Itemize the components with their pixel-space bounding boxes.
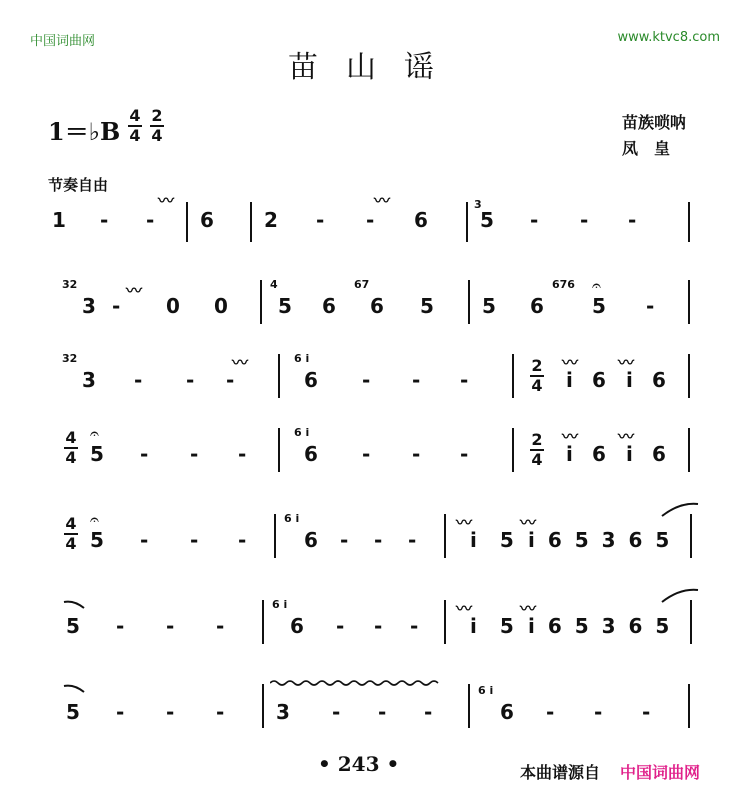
note: - — [226, 368, 235, 392]
note: - — [460, 368, 469, 392]
song-title: 苗山谣 — [288, 50, 462, 85]
note: - — [238, 442, 247, 466]
note: - — [340, 528, 349, 552]
bar-line — [260, 280, 262, 324]
note: 2 — [264, 208, 278, 232]
note: 6 — [652, 442, 666, 466]
slur-mark — [660, 586, 700, 606]
note: i — [626, 442, 633, 466]
score-row-7 — [0, 676, 750, 736]
note: 6 — [200, 208, 214, 232]
grace-note: 32 — [62, 352, 78, 365]
bar-line — [274, 514, 276, 558]
trill-mark: 〰 — [618, 427, 635, 446]
fermata-icon: 𝄐 — [90, 424, 99, 443]
grace-note: 676 — [552, 278, 575, 291]
trill-mark: 〰 — [232, 353, 249, 372]
trill-mark: 〰 — [520, 513, 537, 532]
note: i — [566, 442, 573, 466]
grace-note: 32 — [62, 278, 78, 291]
note: 0 — [214, 294, 228, 318]
note: - — [412, 368, 421, 392]
bar-line — [688, 354, 690, 398]
slur-mark — [660, 500, 700, 520]
note: i — [566, 368, 573, 392]
note: 6 — [414, 208, 428, 232]
note: 6 — [322, 294, 336, 318]
note: - — [594, 700, 603, 724]
note: - — [378, 700, 387, 724]
trill-mark: 〰 — [158, 191, 175, 210]
note: - — [134, 368, 143, 392]
note: - — [424, 700, 433, 724]
time-sig-2-bottom: 4 — [151, 126, 163, 145]
note: 5 — [480, 208, 494, 232]
time-sig-top: 4 — [65, 428, 77, 447]
note: 6 — [592, 442, 606, 466]
note: - — [190, 442, 199, 466]
note: 5 — [482, 294, 496, 318]
time-sig-1-top: 4 — [129, 106, 141, 125]
slur-mark — [62, 682, 86, 696]
note: - — [166, 700, 175, 724]
note: - — [190, 528, 199, 552]
composer-credit: 凤 皇 — [622, 139, 671, 158]
note: - — [216, 614, 225, 638]
note: - — [628, 208, 637, 232]
note: - — [216, 700, 225, 724]
note: 5 — [66, 614, 80, 638]
note: - — [366, 208, 375, 232]
grace-note: 6 i — [272, 598, 288, 611]
note: 5 — [90, 528, 104, 552]
bar-line — [262, 684, 264, 728]
key-signature: 1＝♭B — [48, 117, 121, 146]
note: 1 — [52, 208, 66, 232]
page-number: • 243 • — [318, 752, 400, 776]
time-signature-change — [64, 430, 78, 466]
note-group: i 6 5 3 6 5 — [528, 614, 673, 638]
time-signature-change — [64, 516, 78, 552]
bar-line — [468, 684, 470, 728]
note: - — [140, 528, 149, 552]
note: - — [408, 528, 417, 552]
trill-mark: 〰 — [618, 353, 635, 372]
note: - — [186, 368, 195, 392]
score-row-6 — [0, 596, 750, 656]
trill-mark: 〰 — [126, 281, 143, 300]
slur-mark — [62, 598, 86, 612]
note: 6 — [652, 368, 666, 392]
fermata-icon: 𝄐 — [592, 276, 601, 295]
note: i — [626, 368, 633, 392]
note: - — [140, 442, 149, 466]
note-group: i 5 — [470, 614, 522, 638]
score-row-4 — [0, 424, 750, 484]
time-sig-1-bottom: 4 — [129, 126, 141, 145]
grace-note: 6 i — [284, 512, 300, 525]
note: - — [332, 700, 341, 724]
note: 5 — [420, 294, 434, 318]
bar-line — [688, 684, 690, 728]
note: - — [116, 700, 125, 724]
note: - — [146, 208, 155, 232]
note: 6 — [304, 442, 318, 466]
time-sig-2-top: 2 — [151, 106, 163, 125]
grace-note: 67 — [354, 278, 370, 291]
note: 6 — [304, 368, 318, 392]
bar-line — [262, 600, 264, 644]
grace-note: 6 i — [294, 426, 310, 439]
bar-line — [688, 428, 690, 472]
time-sig-bottom: 4 — [531, 450, 543, 469]
bar-line — [512, 428, 514, 472]
note: 5 — [66, 700, 80, 724]
trill-line — [270, 678, 440, 688]
grace-note: 3 — [474, 198, 482, 211]
bar-line — [278, 428, 280, 472]
note: - — [116, 614, 125, 638]
trill-mark: 〰 — [520, 599, 537, 618]
instrument-credit: 苗族唢呐 — [622, 113, 687, 132]
time-sig-bottom: 4 — [65, 448, 77, 467]
note: - — [100, 208, 109, 232]
bar-line — [688, 280, 690, 324]
source-brand-link[interactable]: 中国词曲网 — [620, 763, 701, 782]
note: 5 — [592, 294, 606, 318]
fermata-icon: 𝄐 — [90, 510, 99, 529]
grace-note: 6 i — [478, 684, 494, 697]
note: - — [316, 208, 325, 232]
time-sig-top: 2 — [531, 356, 543, 375]
note: 6 — [500, 700, 514, 724]
trill-mark: 〰 — [374, 191, 391, 210]
note: - — [530, 208, 539, 232]
bar-line — [186, 202, 188, 242]
note: - — [546, 700, 555, 724]
time-signature-change — [530, 432, 544, 468]
score-row-2 — [0, 276, 750, 336]
note: 0 — [166, 294, 180, 318]
note: 5 — [90, 442, 104, 466]
tempo-marking: 节奏自由 — [48, 176, 109, 194]
time-signature-2 — [150, 108, 164, 144]
bar-line — [690, 514, 692, 558]
time-sig-top: 2 — [531, 430, 543, 449]
note: - — [362, 442, 371, 466]
note-group: i 5 — [470, 528, 522, 552]
note: - — [374, 614, 383, 638]
time-sig-top: 4 — [65, 514, 77, 533]
score-row-5 — [0, 510, 750, 570]
note: 3 — [276, 700, 290, 724]
bar-line — [468, 280, 470, 324]
bar-line — [688, 202, 690, 242]
source-credit — [520, 760, 700, 783]
bar-line — [444, 514, 446, 558]
note: - — [374, 528, 383, 552]
note: 3 — [82, 294, 96, 318]
watermark-left: 中国词曲网 — [30, 34, 96, 49]
bar-line — [444, 600, 446, 644]
note: - — [166, 614, 175, 638]
note: - — [412, 442, 421, 466]
bar-line — [690, 600, 692, 644]
note: - — [112, 294, 121, 318]
note: - — [238, 528, 247, 552]
note: - — [362, 368, 371, 392]
trill-mark: 〰 — [456, 513, 473, 532]
note: - — [460, 442, 469, 466]
time-sig-bottom: 4 — [65, 534, 77, 553]
note: 3 — [82, 368, 96, 392]
grace-note: 4 — [270, 278, 278, 291]
bar-line — [250, 202, 252, 242]
note: 6 — [592, 368, 606, 392]
note: - — [580, 208, 589, 232]
time-sig-bottom: 4 — [531, 376, 543, 395]
note: 6 — [370, 294, 384, 318]
trill-mark: 〰 — [562, 353, 579, 372]
score-row-3 — [0, 350, 750, 410]
note: 6 — [290, 614, 304, 638]
note-group: i 6 5 3 6 5 — [528, 528, 673, 552]
note: - — [642, 700, 651, 724]
bar-line — [278, 354, 280, 398]
bar-line — [466, 202, 468, 242]
score-row-1 — [0, 191, 750, 260]
note: 5 — [278, 294, 292, 318]
note: 6 — [304, 528, 318, 552]
watermark-right: www.ktvc8.com — [617, 30, 720, 45]
note: - — [410, 614, 419, 638]
trill-mark: 〰 — [456, 599, 473, 618]
grace-note: 6 i — [294, 352, 310, 365]
source-prefix: 本曲谱源自 — [520, 763, 601, 782]
trill-mark: 〰 — [562, 427, 579, 446]
time-signature-change — [530, 358, 544, 394]
note: - — [646, 294, 655, 318]
time-signature-1 — [128, 108, 142, 144]
note: - — [336, 614, 345, 638]
note: 6 — [530, 294, 544, 318]
bar-line — [512, 354, 514, 398]
